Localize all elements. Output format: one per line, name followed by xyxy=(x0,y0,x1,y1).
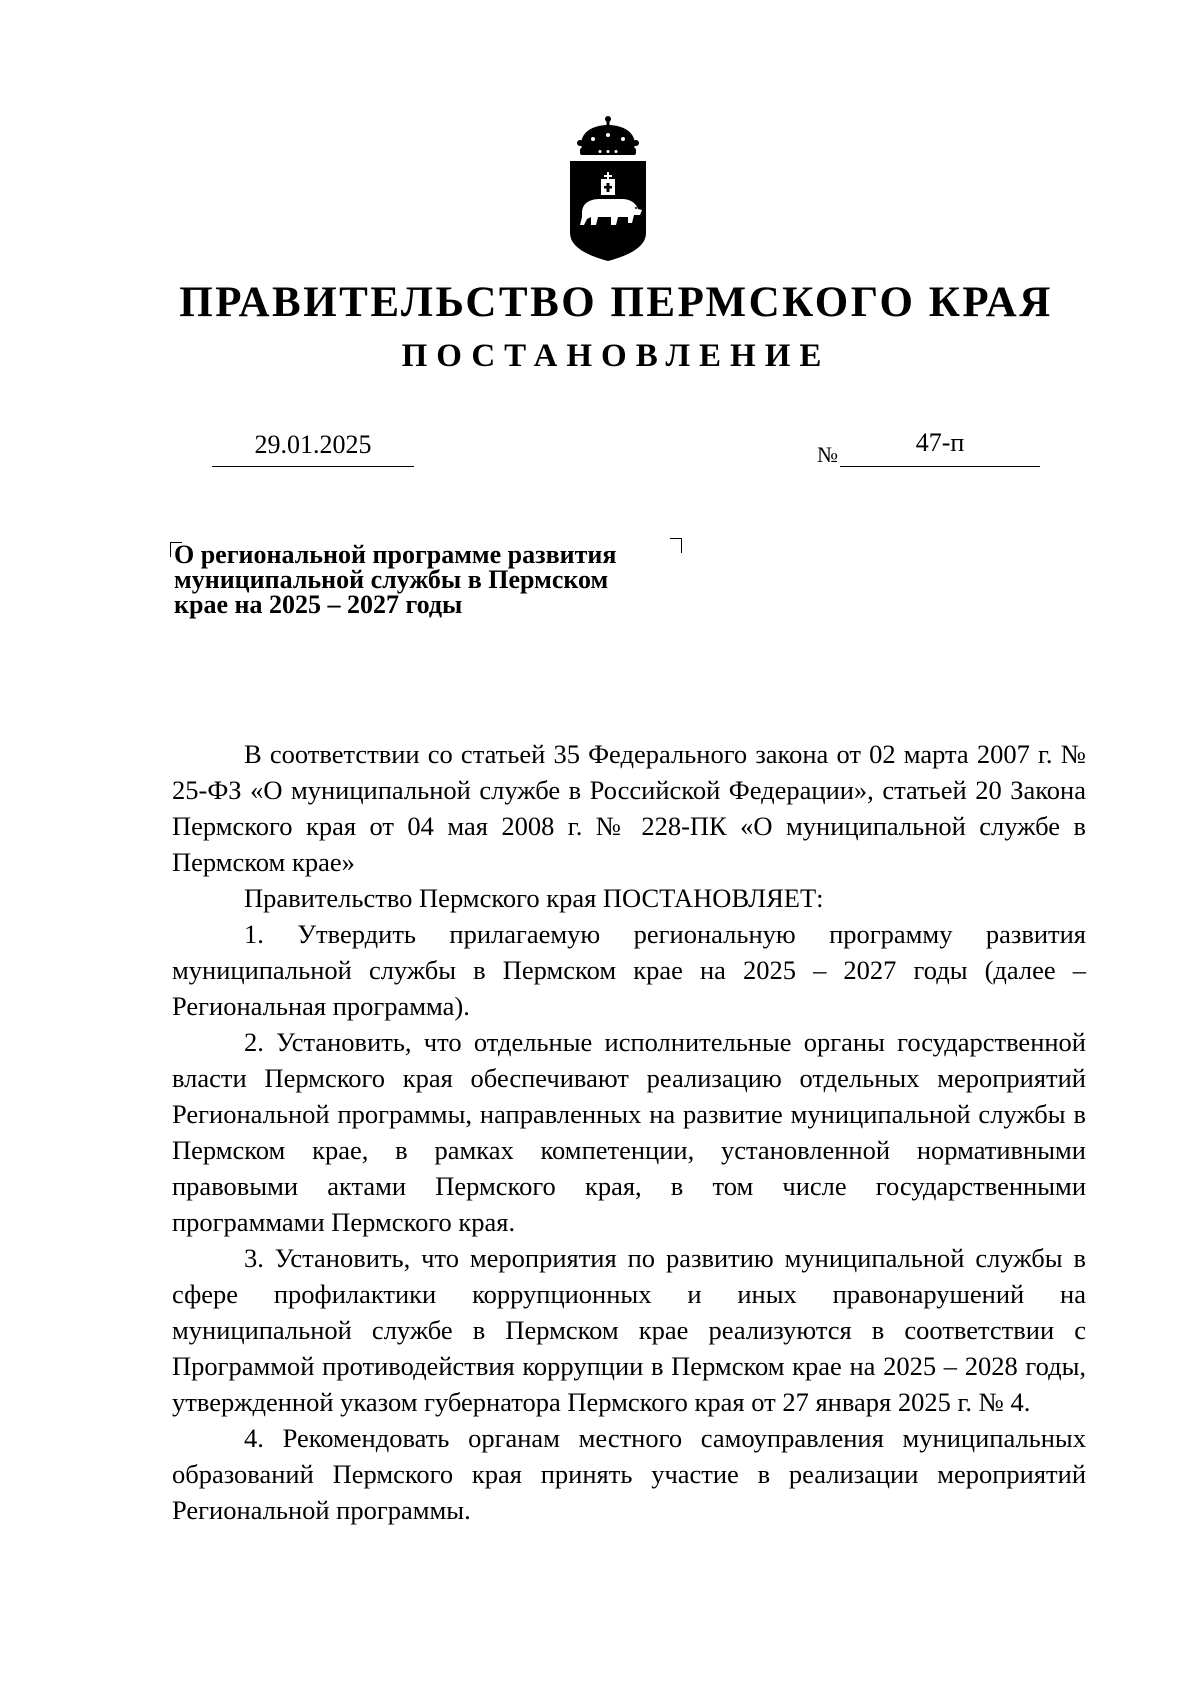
preamble-paragraph: В соответствии со статьей 35 Федерального закона от 02 марта 2007 г. № 25-ФЗ «О муниципальной службе в Российской Федерации», статьей 20 Закона Пермского края от 04 мая 2008 г. № 228-ПК «О муниципальной службе в Пермском крае» xyxy=(172,739,1086,877)
document-date: 29.01.2025 xyxy=(212,428,414,467)
number-sign: № xyxy=(817,442,838,467)
clause-3-paragraph: 3. Установить, что мероприятия по развитию муниципальной службы в сфере профилактики коррупционных и иных правонарушений на муниципальной службе в Пермском крае реализуются в соответствии с Программой противодействия коррупции в Пермском крае на 2025 – 2028 годы, утвержденной указом губернатора Пермского края от 27 января 2025 г. № 4. xyxy=(172,1243,1086,1417)
document-number: 47-п xyxy=(840,426,1040,467)
coat-of-arms-icon xyxy=(560,115,656,265)
government-title: ПРАВИТЕЛЬСТВО ПЕРМСКОГО КРАЯ xyxy=(179,279,1053,326)
subject-line-1: О региональной программе развития xyxy=(174,540,617,569)
resolution-paragraph: Правительство Пермского края ПОСТАНОВЛЯЕТ: xyxy=(244,883,824,913)
subject-line-2: муниципальной службы в Пермском xyxy=(174,565,609,594)
document-body xyxy=(172,736,1086,1528)
document-subject xyxy=(174,542,674,617)
clause-4-paragraph: 4. Рекомендовать органам местного самоуправления муниципальных образований Пермского края принять участие в реализации мероприятий Региональной программы. xyxy=(172,1423,1086,1525)
document-type: ПОСТАНОВЛЕНИЕ xyxy=(401,338,831,374)
clause-1-paragraph: 1. Утвердить прилагаемую региональную программу развития муниципальной службы в Пермском крае на 2025 – 2027 годы (далее – Региональная программа). xyxy=(172,919,1086,1021)
clause-2-paragraph: 2. Установить, что отдельные исполнительные органы государственной власти Пермского края обеспечивают реализацию отдельных мероприятий Региональной программы, направленных на развитие муниципальной службы в Пермском крае, в рамках компетенции, установленной нормативными правовыми актами Пермского края, в том числе государственными программами Пермского края. xyxy=(172,1027,1086,1237)
subject-line-3: крае на 2025 – 2027 годы xyxy=(174,590,463,619)
